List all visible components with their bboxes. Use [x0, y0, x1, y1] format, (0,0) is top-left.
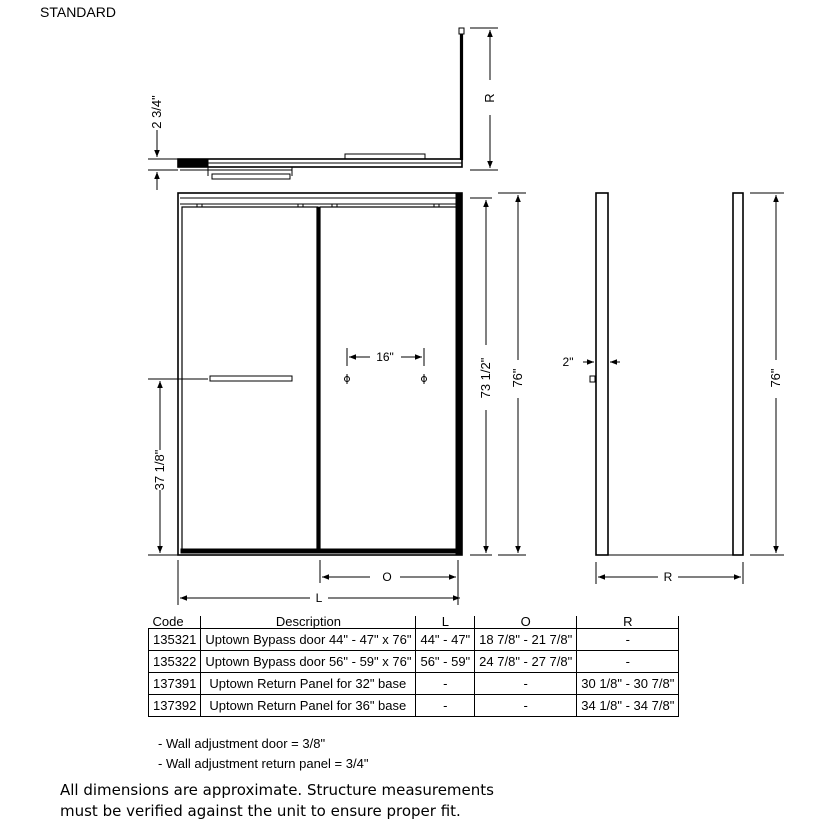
wall-jamb [456, 193, 462, 555]
cell-r: 34 1/8" - 34 7/8" [577, 695, 679, 717]
disclaimer [60, 780, 494, 822]
cell-o: - [475, 695, 577, 717]
product-table [148, 616, 679, 717]
cell-code: 135321 [149, 629, 201, 651]
cell-r: - [577, 651, 679, 673]
notes [158, 734, 368, 774]
disclaimer-line: must be verified against the unit to ensure proper fit. [60, 802, 461, 820]
cell-code: 137391 [149, 673, 201, 695]
cell-description: Uptown Return Panel for 36" base [201, 695, 416, 717]
disclaimer-line: All dimensions are approximate. Structure measurements [60, 781, 494, 799]
side-handle [590, 376, 595, 382]
header-description: Description [201, 616, 416, 629]
dim-glass-height: 73 1/2" [478, 357, 493, 399]
cell-o: 24 7/8" - 27 7/8" [475, 651, 577, 673]
front-view [148, 193, 526, 605]
table-row [149, 629, 679, 651]
dim-handle-offset: 2 3/4" [149, 95, 164, 129]
note-item: - Wall adjustment door = 3/8" [158, 736, 326, 751]
dim-handle-spacing: 16" [376, 350, 394, 364]
dim-total-height-front: 76" [510, 368, 525, 388]
header-r: R [577, 616, 679, 629]
cell-l: - [416, 673, 475, 695]
table-row [149, 673, 679, 695]
dim-l: L [315, 591, 323, 605]
header-l: L [416, 616, 475, 629]
return-panel-top-cap [459, 28, 464, 34]
table-row [149, 651, 679, 673]
table-row [149, 695, 679, 717]
cell-l: 44" - 47" [416, 629, 475, 651]
side-view [563, 193, 784, 584]
table-header-row [149, 616, 679, 629]
header-o: O [475, 616, 577, 629]
dim-handle-height: 37 1/8" [152, 449, 167, 491]
cell-r: - [577, 629, 679, 651]
bottom-rail [181, 549, 459, 553]
side-wall-jamb [596, 193, 608, 555]
dim-r-side: R [663, 570, 673, 584]
cell-description: Uptown Bypass door 44" - 47" x 76" [201, 629, 416, 651]
dim-r-top: R [482, 93, 497, 103]
top-view [148, 28, 498, 190]
cell-o: 18 7/8" - 21 7/8" [475, 629, 577, 651]
cell-code: 135322 [149, 651, 201, 673]
dim-o: O [382, 570, 392, 584]
page-heading: STANDARD [40, 4, 116, 20]
header-code: Code [149, 616, 201, 629]
track-end-left [178, 160, 208, 166]
cell-l: 56" - 59" [416, 651, 475, 673]
return-panel-side [733, 193, 743, 555]
cell-r: 30 1/8" - 30 7/8" [577, 673, 679, 695]
cell-description: Uptown Bypass door 56" - 59" x 76" [201, 651, 416, 673]
cell-description: Uptown Return Panel for 32" base [201, 673, 416, 695]
note-item: - Wall adjustment return panel = 3/4" [158, 756, 369, 771]
dim-total-height-side: 76" [768, 368, 783, 388]
dim-return-gap: 2" [562, 355, 574, 369]
cell-l: - [416, 695, 475, 717]
top-handle-outer [212, 174, 290, 179]
sliding-panel [320, 207, 458, 552]
cell-code: 137392 [149, 695, 201, 717]
cell-o: - [475, 673, 577, 695]
